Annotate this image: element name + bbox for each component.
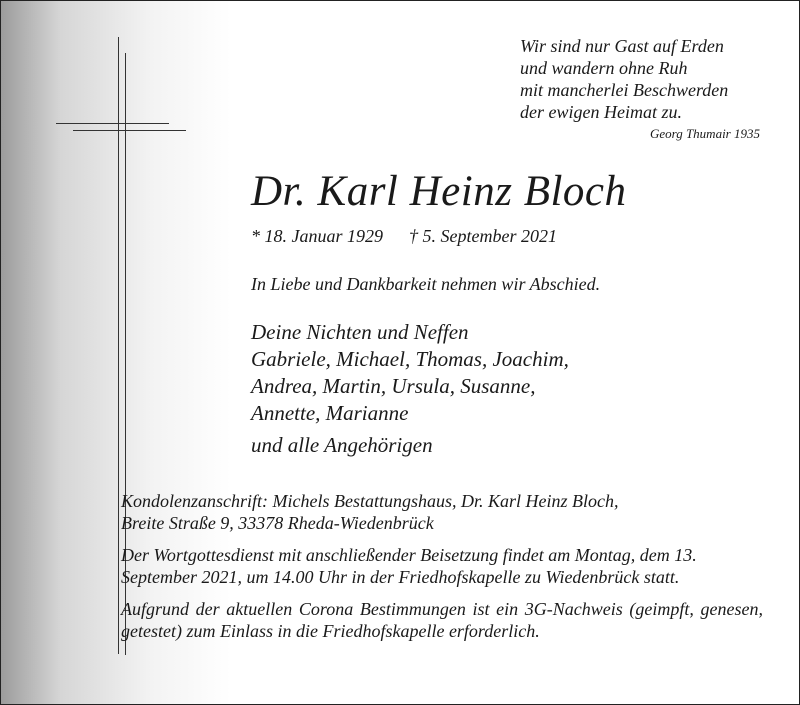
poem-line: der ewigen Heimat zu.	[520, 102, 682, 122]
mourners-line: Andrea, Martin, Ursula, Susanne,	[251, 374, 536, 398]
poem-line: und wandern ohne Ruh	[520, 58, 688, 78]
death-date: † 5. September 2021	[409, 226, 557, 246]
condolence-line: Breite Straße 9, 33378 Rheda-Wiedenbrück	[121, 513, 434, 533]
mourners-closing: und alle Angehörigen	[251, 433, 433, 457]
cross-horizontal-top	[56, 123, 169, 124]
mourners-line: Annette, Marianne	[251, 401, 409, 425]
deceased-name: Dr. Karl Heinz Bloch	[251, 168, 627, 215]
mourners-list	[251, 319, 569, 459]
poem	[520, 35, 790, 123]
notices	[121, 490, 763, 652]
condolence-address	[121, 490, 763, 534]
condolence-line: Kondolenzanschrift: Michels Bestattungshaus, Dr. Karl Heinz Bloch,	[121, 491, 619, 511]
mourners-line: Gabriele, Michael, Thomas, Joachim,	[251, 347, 569, 371]
cross-horizontal-bottom	[73, 130, 186, 131]
mourners-line: Deine Nichten und Neffen	[251, 320, 469, 344]
life-dates	[251, 226, 557, 247]
poem-line: Wir sind nur Gast auf Erden	[520, 36, 724, 56]
birth-date: * 18. Januar 1929	[251, 226, 383, 246]
poem-line: mit mancherlei Beschwerden	[520, 80, 729, 100]
service-notice: Der Wortgottesdienst mit anschließender Beisetzung findet am Montag, dem 13. September 2021, um 14.00 Uhr in der Friedhofskapelle zu Wiedenbrück statt.	[121, 545, 697, 587]
farewell-text: In Liebe und Dankbarkeit nehmen wir Abschied.	[251, 274, 601, 294]
poem-author: Georg Thumair 1935	[649, 126, 760, 141]
corona-notice: Aufgrund der aktuellen Corona Bestimmungen ist ein 3G-Nachweis (geimpft, genesen, getestet) zum Einlass in die Friedhofskapelle erforderlich.	[121, 599, 763, 641]
